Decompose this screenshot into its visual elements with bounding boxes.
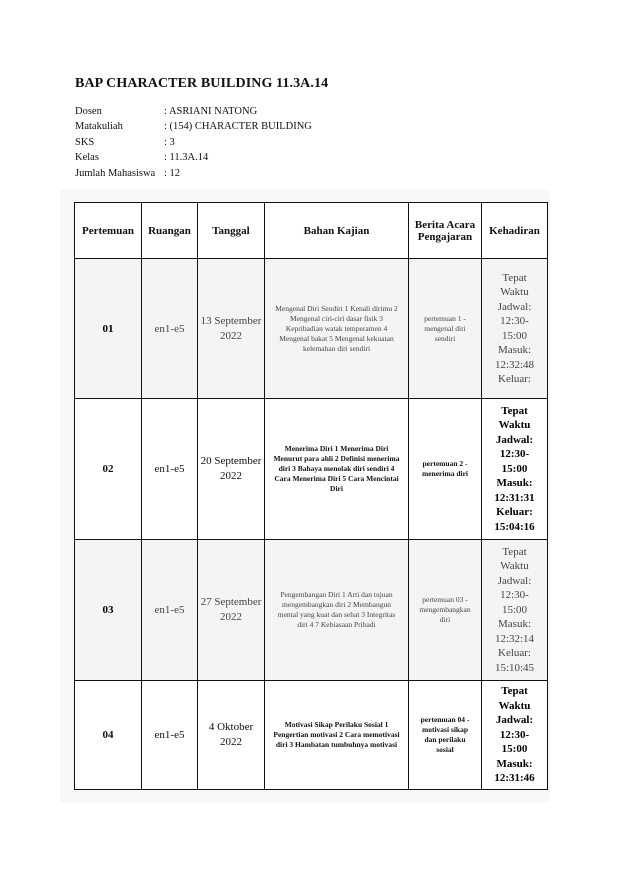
- meta-row-kelas: [75, 150, 312, 165]
- table-row: [75, 259, 548, 399]
- meta-label: Jumlah Mahasiswa: [75, 167, 156, 179]
- att-line: 12:32:48: [494, 358, 535, 371]
- cell-ruangan: en1-e5: [142, 681, 198, 790]
- att-line: Jadwal:: [495, 714, 534, 727]
- meta-value: : 12: [164, 167, 181, 179]
- att-line: Waktu: [500, 286, 529, 298]
- topic-text: Motivasi Sikap Perilaku Sosial 1 Pengertian motivasi 2 Cara memotivasi diri 3 Hambatan tumbuhnya motivasi: [273, 720, 400, 749]
- att-line: Tepat: [501, 685, 528, 698]
- att-line: 12:30-: [499, 448, 530, 461]
- cell-kehadiran: [482, 259, 548, 399]
- att-line: 15:00: [501, 329, 528, 342]
- meta-row-sks: [75, 135, 312, 150]
- table-row: [75, 399, 548, 540]
- att-line: Keluar:: [498, 647, 531, 660]
- news-text: pertemuan 2 - menerima diri: [421, 459, 469, 478]
- meta-label: Kelas: [75, 152, 99, 164]
- document-title: BAP CHARACTER BUILDING 11.3A.14: [75, 76, 329, 91]
- header-berita-acara: Berita Acara Pengajaran: [409, 203, 482, 259]
- cell-tanggal: 4 Oktober 2022: [198, 681, 265, 790]
- header-tanggal: Tanggal: [198, 203, 265, 259]
- news-text: pertemuan 1 - mengenal diri sendiri: [424, 313, 466, 343]
- att-line: Tepat: [502, 271, 527, 284]
- table-header-row: [75, 203, 548, 259]
- cell-tanggal: 20 September 2022: [198, 399, 265, 540]
- att-line: Waktu: [500, 560, 529, 573]
- meta-row-matakuliah: [75, 119, 312, 134]
- cell-bahan-kajian: [265, 399, 409, 540]
- att-line: 12:30-: [500, 589, 529, 602]
- att-line: 15:04:16: [494, 520, 535, 533]
- cell-berita-acara: [409, 681, 482, 790]
- table-row: [75, 540, 548, 681]
- meta-value: : 11.3A.14: [164, 152, 209, 164]
- att-line: Masuk:: [498, 618, 531, 631]
- cell-berita-acara: [409, 540, 482, 681]
- cell-tanggal: 27 September 2022: [198, 540, 265, 681]
- topic-text: Pengembangan Diri 1 Arti dan tujuan mengembangkan diri 2 Membangun mental yang kuat dan sehat 3 Integritas diri 4 7 Kebiasaan Pribadi: [277, 590, 396, 629]
- meta-label: Matakuliah: [75, 121, 123, 133]
- att-line: 12:32:14: [494, 632, 535, 645]
- topic-text: Mengenal Diri Sendiri 1 Kenali dirimu 2 Mengenal ciri-ciri dasar fisik 3 Kepribadian watak temperamen 4 Mengenal bakat 5 Mengenal kekuatan kelemahan diri sendiri: [275, 303, 398, 353]
- att-line: Keluar:: [496, 506, 533, 519]
- meta-label: Dosen: [75, 106, 102, 117]
- cell-ruangan: en1-e5: [142, 259, 198, 399]
- att-line: Waktu: [498, 699, 531, 712]
- att-line: Masuk:: [496, 757, 533, 770]
- att-line: 15:00: [501, 743, 528, 756]
- attendance-table: [74, 202, 548, 790]
- cell-kehadiran: [482, 540, 548, 681]
- cell-tanggal: 13 September 2022: [198, 259, 265, 399]
- att-line: 12:30-: [499, 728, 530, 741]
- meta-value: : ASRIANI NATONG: [164, 106, 258, 117]
- news-text: pertemuan 04 - motivasi sikap dan perilaku sosial: [420, 715, 470, 754]
- cell-bahan-kajian: [265, 540, 409, 681]
- att-line: 12:31:46: [494, 772, 535, 785]
- cell-berita-acara: [409, 259, 482, 399]
- header-kehadiran: Kehadiran: [482, 203, 548, 259]
- header-pertemuan: Pertemuan: [75, 203, 142, 259]
- cell-kehadiran: [482, 399, 548, 540]
- att-line: 12:30-: [500, 315, 529, 327]
- meta-value: : (154) CHARACTER BUILDING: [164, 121, 312, 133]
- att-line: 15:00: [501, 462, 528, 475]
- att-line: 12:31:31: [494, 491, 535, 504]
- table-row: [75, 681, 548, 790]
- att-line: Jadwal:: [497, 300, 532, 313]
- cell-kehadiran: [482, 681, 548, 790]
- att-line: Jadwal:: [497, 574, 532, 587]
- cell-bahan-kajian: [265, 681, 409, 790]
- course-meta: [75, 104, 312, 181]
- meta-value: : 3: [164, 136, 175, 148]
- header-bahan-kajian: Bahan Kajian: [265, 203, 409, 259]
- news-text: pertemuan 03 - mengembangkan diri: [419, 595, 471, 624]
- att-line: Tepat: [502, 545, 527, 558]
- cell-berita-acara: [409, 399, 482, 540]
- cell-ruangan: en1-e5: [142, 540, 198, 681]
- att-line: 15:10:45: [494, 661, 535, 674]
- cell-pertemuan: 03: [75, 540, 142, 681]
- att-line: 15:00: [501, 603, 528, 616]
- cell-bahan-kajian: [265, 259, 409, 399]
- att-line: Waktu: [498, 419, 531, 432]
- cell-pertemuan: 04: [75, 681, 142, 790]
- cell-ruangan: en1-e5: [142, 399, 198, 540]
- att-line: Jadwal:: [495, 433, 534, 446]
- att-line: Keluar:: [498, 373, 531, 385]
- att-line: Masuk:: [498, 344, 531, 356]
- cell-pertemuan: 01: [75, 259, 142, 399]
- topic-text: Menerima Diri 1 Menerima Diri Menurut para ahli 2 Definisi menerima diri 3 Bahaya menolak diri sendiri 4 Cara Menerima Diri 5 Cara Mencintai Diri: [273, 444, 400, 493]
- header-ruangan: Ruangan: [142, 203, 198, 259]
- att-line: Masuk:: [496, 477, 533, 490]
- meta-label: SKS: [75, 136, 95, 148]
- cell-pertemuan: 02: [75, 399, 142, 540]
- meta-row-jumlah: [75, 166, 312, 181]
- meta-row-dosen: [75, 104, 312, 119]
- att-line: Tepat: [501, 404, 528, 417]
